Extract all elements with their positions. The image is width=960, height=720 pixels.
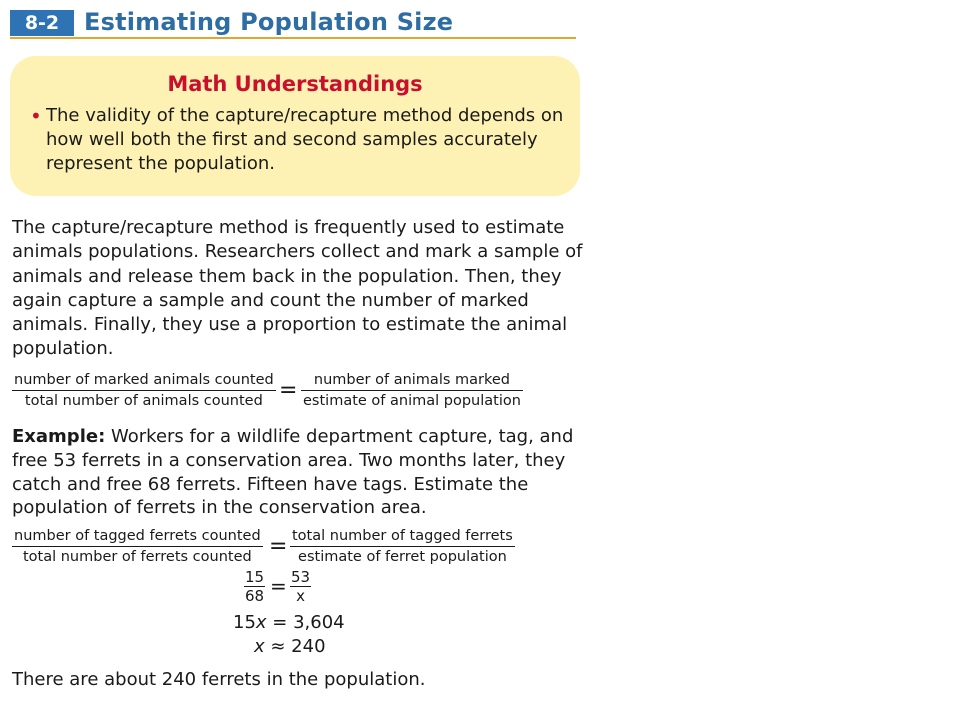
proportion2-left-numerator: number of tagged ferrets counted [12,527,263,547]
fraction-numerator: 53 [291,568,311,586]
fraction-denominator: x [296,587,305,605]
conclusion-text: There are about 240 ferrets in the population. [12,669,426,690]
solution-step-1 [233,612,345,633]
proportion1-right-fraction [301,371,523,410]
bullet-icon: • [30,104,42,128]
step2-variable: x [254,636,265,657]
proportion1-left-numerator: number of marked animals counted [12,371,276,391]
math-understandings-box [10,56,580,196]
proportion2-right-fraction [290,527,515,566]
header-rule [10,37,576,39]
proportion2-right-denominator: estimate of ferret population [298,549,507,565]
math-understandings-text: The validity of the capture/recapture method depends on how well both the first and second samples accurately represent the population. [46,105,564,174]
proportion1-left-denominator: total number of animals counted [24,393,263,409]
proportion1-right-denominator: estimate of animal population [303,393,521,409]
fraction-denominator: 68 [245,587,265,605]
example-paragraph [12,425,587,520]
step1-variable: x [255,612,267,633]
proportion2-left-denominator: total number of ferrets counted [22,549,252,565]
step1-result: = 3,604 [266,612,345,633]
step1-coefficient: 15 [233,612,256,633]
fraction-numerator: 15 [245,568,265,586]
example-text: Workers for a wildlife department capture, tag, and free 53 ferrets in a conservation area. Two months later, they catch and free 68 ferrets. Fifteen have tags. Estimate the population of ferrets in the conservation area. [12,426,574,519]
step2-result: ≈ 240 [264,636,326,657]
page-title: Estimating Population Size [84,8,454,36]
example-label: Example: [12,426,106,447]
proportion2-equals: = [269,534,288,559]
fraction-15-over-68 [244,569,265,605]
proportion2-left-fraction [12,527,263,566]
proportion1-left-fraction [12,371,276,410]
section-number-badge: 8-2 [10,10,74,36]
section-header [10,8,576,38]
solution-equals: = [270,574,287,598]
solution-step-2 [254,636,326,657]
math-understandings-title: Math Understandings [167,72,423,96]
intro-paragraph: The capture/recapture method is frequently used to estimate animals populations. Researchers collect and mark a sample of animals and release them back in the population. Then, they again capture a sample and count the number of marked animals. Finally, they use a proportion to estimate the animal population. [12,217,583,360]
proportion2-right-numerator: total number of tagged ferrets [290,527,515,547]
proportion1-right-numerator: number of animals marked [301,371,523,391]
proportion1-equals: = [279,378,298,403]
fraction-53-over-x [290,569,311,605]
